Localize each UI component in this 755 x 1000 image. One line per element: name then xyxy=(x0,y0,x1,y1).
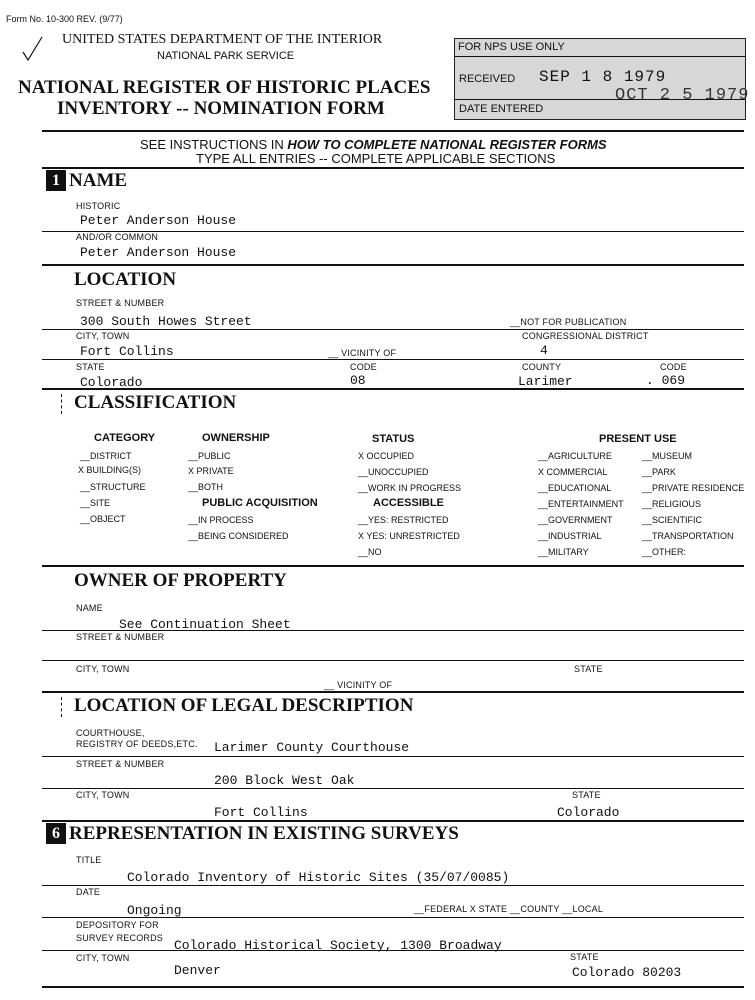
owner-street-label: STREET & NUMBER xyxy=(76,632,165,642)
not-for-publication-option[interactable]: __NOT FOR PUBLICATION xyxy=(510,317,627,327)
survey-title-value[interactable]: Colorado Inventory of Historic Sites (35/07/0085) xyxy=(127,870,510,885)
section-owner-heading: OWNER OF PROPERTY xyxy=(74,570,287,591)
state-label: STATE xyxy=(76,362,105,372)
instructions-line1: SEE INSTRUCTIONS IN HOW TO COMPLETE NATIONAL REGISTER FORMS xyxy=(140,137,607,152)
street-address-value[interactable]: 300 South Howes Street xyxy=(80,314,252,329)
ownership-private[interactable]: X PRIVATE xyxy=(188,466,234,476)
category-object[interactable]: __OBJECT xyxy=(80,514,126,524)
category-structure[interactable]: __STRUCTURE xyxy=(80,482,146,492)
common-name-label: AND/OR COMMON xyxy=(76,232,159,242)
status-unoccupied[interactable]: __UNOCCUPIED xyxy=(358,467,429,477)
section-name-heading: 1 NAME xyxy=(46,170,127,192)
status-heading: STATUS xyxy=(372,433,415,445)
state-code-label: CODE xyxy=(350,362,377,372)
use-private-residence[interactable]: __PRIVATE RESIDENCE xyxy=(642,483,745,493)
form-title-line1: NATIONAL REGISTER OF HISTORIC PLACES xyxy=(18,77,431,98)
congressional-district-value[interactable]: 4 xyxy=(540,343,548,358)
state-code-value[interactable]: 08 xyxy=(350,373,366,388)
accessible-no[interactable]: __NO xyxy=(358,547,382,557)
category-site[interactable]: __SITE xyxy=(80,498,111,508)
owner-state-label: STATE xyxy=(574,664,603,674)
acquisition-in-process[interactable]: __IN PROCESS xyxy=(188,515,254,525)
survey-level-options[interactable]: __FEDERAL X STATE __COUNTY __LOCAL xyxy=(414,904,604,914)
survey-date-label: DATE xyxy=(76,887,101,897)
category-heading: CATEGORY xyxy=(94,432,156,444)
section-surveys-heading: 6 REPRESENTATION IN EXISTING SURVEYS xyxy=(46,823,459,845)
section-classification-heading: CLASSIFICATION xyxy=(74,392,237,413)
margin-mark xyxy=(61,394,62,414)
service-name: NATIONAL PARK SERVICE xyxy=(157,50,295,62)
accessible-heading: ACCESSIBLE xyxy=(373,497,444,509)
use-transportation[interactable]: __TRANSPORTATION xyxy=(642,531,734,541)
ownership-public[interactable]: __PUBLIC xyxy=(188,451,231,461)
legal-street-value[interactable]: 200 Block West Oak xyxy=(214,773,355,788)
legal-state-label: STATE xyxy=(572,790,601,800)
use-educational[interactable]: __EDUCATIONAL xyxy=(538,483,612,493)
check-mark-icon xyxy=(20,34,46,64)
vicinity-of-option[interactable]: __ VICINITY OF xyxy=(328,348,397,358)
use-military[interactable]: __MILITARY xyxy=(538,547,589,557)
section-location-heading: LOCATION xyxy=(74,269,177,290)
status-work-in-progress[interactable]: __WORK IN PROGRESS xyxy=(358,483,462,493)
use-scientific[interactable]: __SCIENTIFIC xyxy=(642,515,703,525)
depository-value[interactable]: Colorado Historical Society, 1300 Broadway xyxy=(174,938,502,953)
ownership-both[interactable]: __BOTH xyxy=(188,482,224,492)
use-other[interactable]: __OTHER: xyxy=(642,547,687,557)
survey-city-label: CITY, TOWN xyxy=(76,953,130,963)
nps-use-only-box xyxy=(454,38,750,120)
margin-mark-legal xyxy=(61,697,62,717)
survey-state-value[interactable]: Colorado 80203 xyxy=(572,965,682,980)
use-industrial[interactable]: __INDUSTRIAL xyxy=(538,531,602,541)
use-park[interactable]: __PARK xyxy=(642,467,676,477)
public-acquisition-heading: PUBLIC ACQUISITION xyxy=(202,497,318,509)
historic-name-value[interactable]: Peter Anderson House xyxy=(80,213,237,228)
form-title-line2: INVENTORY -- NOMINATION FORM xyxy=(57,98,385,119)
courthouse-value[interactable]: Larimer County Courthouse xyxy=(214,740,410,755)
use-museum[interactable]: __MUSEUM xyxy=(642,451,693,461)
use-entertainment[interactable]: __ENTERTAINMENT xyxy=(538,499,624,509)
category-district[interactable]: __DISTRICT xyxy=(80,451,132,461)
survey-records-label: SURVEY RECORDS xyxy=(76,933,163,943)
use-religious[interactable]: __RELIGIOUS xyxy=(642,499,702,509)
category-buildings[interactable]: X BUILDING(S) xyxy=(78,465,142,475)
date-entered-label: DATE ENTERED xyxy=(459,103,544,115)
state-value[interactable]: Colorado xyxy=(80,375,143,390)
department-name: UNITED STATES DEPARTMENT OF THE INTERIOR xyxy=(62,32,383,47)
survey-city-value[interactable]: Denver xyxy=(174,963,221,978)
status-occupied[interactable]: X OCCUPIED xyxy=(358,451,415,461)
owner-vicinity-option[interactable]: __ VICINITY OF xyxy=(324,680,393,690)
registry-label: REGISTRY OF DEEDS,ETC. xyxy=(76,739,198,749)
legal-state-value[interactable]: Colorado xyxy=(557,805,620,820)
accessible-restricted[interactable]: __YES: RESTRICTED xyxy=(358,515,449,525)
congressional-district-label: CONGRESSIONAL DISTRICT xyxy=(522,331,649,341)
section-legal-heading: LOCATION OF LEGAL DESCRIPTION xyxy=(74,695,414,716)
nps-box-title: FOR NPS USE ONLY xyxy=(458,41,565,53)
county-code-label: CODE xyxy=(660,362,687,372)
use-agriculture[interactable]: __AGRICULTURE xyxy=(538,451,612,461)
received-stamp: SEP 1 8 1979 xyxy=(539,68,667,86)
survey-title-label: TITLE xyxy=(76,855,102,865)
use-government[interactable]: __GOVERNMENT xyxy=(538,515,613,525)
acquisition-being-considered[interactable]: __BEING CONSIDERED xyxy=(188,531,289,541)
legal-city-label: CITY, TOWN xyxy=(76,790,130,800)
entered-stamp: OCT 2 5 1979 xyxy=(615,86,750,105)
courthouse-label: COURTHOUSE, xyxy=(76,728,145,738)
use-commercial[interactable]: X COMMERCIAL xyxy=(538,467,608,477)
legal-city-value[interactable]: Fort Collins xyxy=(214,805,308,820)
depository-label: DEPOSITORY FOR xyxy=(76,920,159,930)
section-number-badge: 1 xyxy=(46,170,66,191)
county-code-value[interactable]: . 069 xyxy=(646,373,686,388)
city-town-label: CITY, TOWN xyxy=(76,331,130,341)
owner-name-label: NAME xyxy=(76,603,103,613)
form-number: Form No. 10-300 REV. (9/77) xyxy=(6,14,123,24)
owner-city-label: CITY, TOWN xyxy=(76,664,130,674)
ownership-heading: OWNERSHIP xyxy=(202,432,270,444)
historic-label: HISTORIC xyxy=(76,201,121,211)
survey-state-label: STATE xyxy=(570,952,599,962)
common-name-value[interactable]: Peter Anderson House xyxy=(80,245,237,260)
legal-street-label: STREET & NUMBER xyxy=(76,759,165,769)
accessible-unrestricted[interactable]: X YES: UNRESTRICTED xyxy=(358,531,460,541)
received-label: RECEIVED xyxy=(459,73,516,85)
instructions-line2: TYPE ALL ENTRIES -- COMPLETE APPLICABLE SECTIONS xyxy=(196,151,556,166)
county-label: COUNTY xyxy=(522,362,562,372)
owner-name-value[interactable]: See Continuation Sheet xyxy=(119,617,291,632)
survey-date-value[interactable]: Ongoing xyxy=(127,903,182,918)
city-value[interactable]: Fort Collins xyxy=(80,344,174,359)
present-use-heading: PRESENT USE xyxy=(599,433,677,445)
county-value[interactable]: Larimer xyxy=(518,374,573,389)
street-number-label: STREET & NUMBER xyxy=(76,298,165,308)
section-number-badge: 6 xyxy=(46,823,66,844)
